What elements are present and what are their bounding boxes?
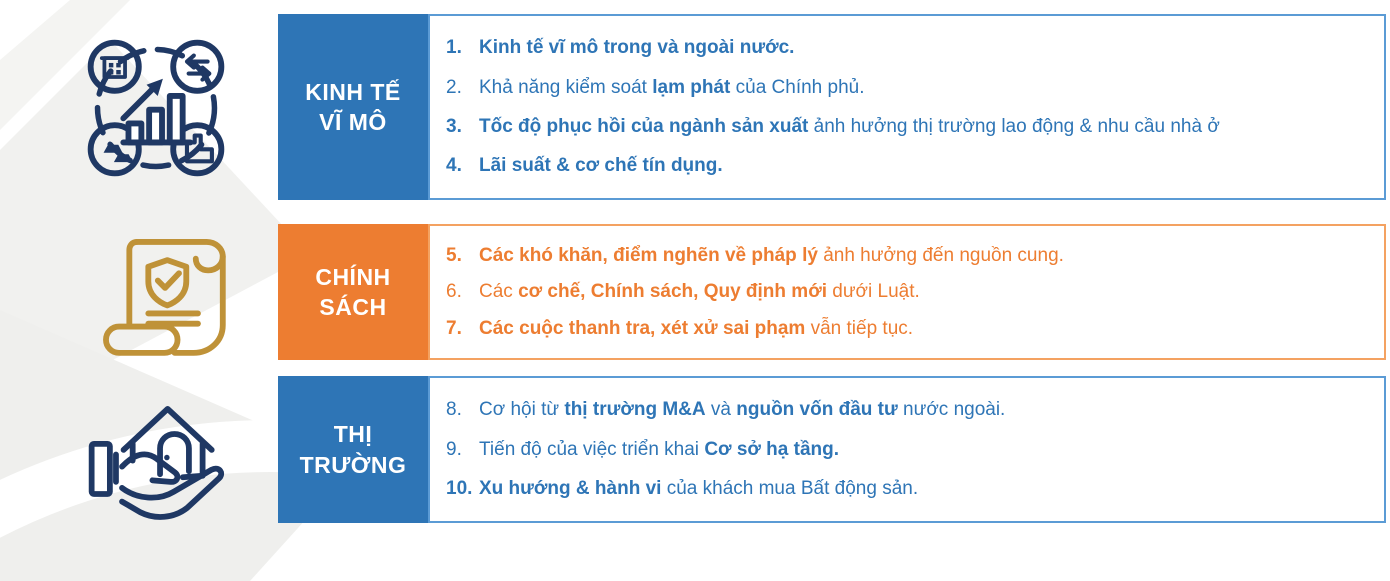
label-line: KINH TẾ [305, 78, 401, 105]
item-number: 2. [446, 76, 462, 98]
section-content-chinh-sach [428, 224, 1386, 360]
item-text-segment: vẫn tiếp tục. [805, 317, 914, 339]
list-item [446, 36, 1366, 60]
section-thi-truong [0, 376, 1390, 523]
item-number: 6. [446, 281, 462, 303]
item-text-segment: lạm phát [652, 76, 731, 98]
item-text-segment: Lãi suất & cơ chế tín dụng. [479, 154, 723, 176]
item-list [430, 378, 1384, 521]
bar-chart-glyph [123, 87, 190, 142]
item-text-segment: Kinh tế vĩ mô trong và ngoài nước. [479, 37, 795, 59]
item-number: 5. [446, 244, 462, 266]
item-text-segment: cơ chế, Chính sách, Quy định mới [518, 281, 827, 303]
list-item [446, 244, 1366, 268]
item-text-segment: Cơ hội từ [479, 399, 565, 421]
list-item [446, 76, 1366, 100]
door-knob [164, 455, 169, 460]
item-text-segment: nước ngoài. [897, 399, 1006, 421]
item-text [479, 317, 913, 341]
list-item [446, 115, 1366, 139]
item-text-segment: và [705, 399, 737, 421]
item-text [479, 280, 920, 304]
list-item [446, 280, 1366, 304]
item-number: 7. [446, 317, 462, 339]
policy-scroll-icon [76, 220, 244, 366]
section-kinh-te-vi-mo [0, 14, 1390, 200]
item-text-segment: ảnh hưởng đến nguồn cung. [817, 244, 1064, 266]
item-number: 8. [446, 399, 462, 421]
item-number: 9. [446, 438, 462, 460]
item-number: 1. [446, 37, 462, 59]
macro-economy-icon [70, 22, 242, 194]
item-text-segment: dưới Luật. [826, 281, 920, 303]
item-text-segment: nguồn vốn đầu tư [736, 399, 898, 421]
item-text-segment: ảnh hưởng thị trường lao động & nhu cầu nhà ở [808, 115, 1220, 137]
item-text-segment: thị trường M&A [564, 399, 706, 421]
item-list [430, 226, 1384, 358]
item-number: 4. [446, 154, 462, 176]
item-text-segment: Các cuộc thanh tra, xét xử sai phạm [479, 317, 806, 339]
roof-glyph [124, 409, 212, 450]
check-glyph [158, 273, 179, 288]
item-text [479, 154, 723, 178]
section-content-kinh-te-vi-mo [428, 14, 1386, 200]
item-text [479, 115, 1220, 139]
item-text-segment: Các [479, 281, 519, 303]
item-text-segment: Tiến độ của việc triển khai [479, 438, 705, 460]
list-item [446, 317, 1366, 341]
item-text [479, 36, 794, 60]
list-item [446, 154, 1366, 178]
item-text-segment: Tốc độ phục hồi của ngành sản xuất [479, 115, 809, 137]
section-chinh-sach [0, 224, 1390, 360]
section-content-thi-truong [428, 376, 1386, 523]
door-arch-glyph [160, 434, 189, 474]
label-line: THỊ [333, 421, 373, 448]
item-text [479, 438, 839, 462]
house-in-hand-icon [70, 380, 244, 532]
section-label-kinh-te-vi-mo [278, 14, 428, 200]
item-list [430, 16, 1384, 198]
bank-building-glyph [102, 58, 128, 77]
item-text [479, 244, 1064, 268]
item-text [479, 76, 865, 100]
label-line: SÁCH [319, 294, 387, 320]
list-item [446, 438, 1366, 462]
label-line: TRƯỜNG [299, 451, 407, 478]
item-text-segment: Xu hướng & hành vi [479, 477, 662, 499]
item-text-segment: của khách mua Bất động sản. [661, 477, 919, 499]
label-line: CHÍNH [315, 263, 391, 290]
item-text [479, 398, 1005, 422]
item-number: 10. [446, 477, 473, 499]
section-label-thi-truong [278, 376, 428, 523]
section-label-chinh-sach [278, 224, 428, 360]
item-text-segment: Cơ sở hạ tầng. [704, 438, 840, 460]
list-item [446, 477, 1366, 501]
item-text-segment: Khả năng kiểm soát [479, 76, 653, 98]
item-number: 3. [446, 115, 462, 137]
cuff-glyph [92, 444, 110, 494]
item-text-segment: Các khó khăn, điểm nghẽn về pháp lý [479, 244, 818, 266]
list-item [446, 398, 1366, 422]
label-line: VĨ MÔ [319, 109, 387, 135]
item-text [479, 477, 918, 501]
item-text-segment: của Chính phủ. [730, 76, 865, 98]
